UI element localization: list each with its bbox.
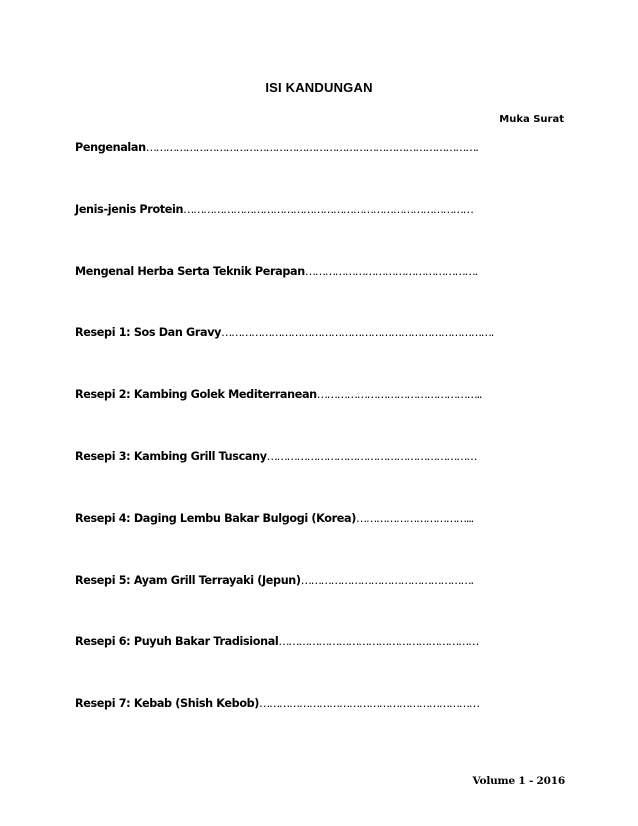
toc-entry-resepi-5 xyxy=(75,574,493,636)
toc-entry-mengenal-herba xyxy=(75,265,493,327)
toc-entry-label: Resepi 4: Daging Lembu Bakar Bulgogi (Korea) xyxy=(75,511,357,525)
toc-entry-leader: ……………………………... xyxy=(356,511,473,525)
page-footer-volume: Volume 1 - 2016 xyxy=(472,775,565,787)
toc-entry-resepi-4 xyxy=(75,512,493,574)
toc-entry-label: Resepi 6: Puyuh Bakar Tradisional xyxy=(75,635,279,649)
toc-entry-resepi-7 xyxy=(75,697,493,759)
toc-entry-label: Resepi 2: Kambing Golek Mediterranean xyxy=(75,388,317,402)
page-title: ISI KANDUNGAN xyxy=(265,80,373,95)
toc-entry-label: Resepi 3: Kambing Grill Tuscany xyxy=(75,449,267,463)
toc-entry-label: Resepi 1: Sos Dan Gravy xyxy=(75,326,222,340)
toc-entry-leader: …………………………………………………………………………… xyxy=(183,202,473,216)
toc-entry-leader: …………………………………………………… xyxy=(278,635,479,649)
toc-entry-jenis-protein xyxy=(75,203,493,265)
toc-entry-resepi-2 xyxy=(75,388,493,450)
table-of-contents xyxy=(75,141,493,759)
toc-entry-resepi-1 xyxy=(75,326,493,388)
toc-entry-label: Jenis-jenis Protein xyxy=(75,202,184,216)
toc-entry-pengenalan xyxy=(75,141,493,203)
page-column-label: Muka Surat xyxy=(499,114,564,125)
toc-entry-resepi-3 xyxy=(75,450,493,512)
toc-entry-leader: ……………………………………………………… xyxy=(266,449,477,463)
toc-entry-leader: ……………………………………………. xyxy=(300,573,473,587)
toc-entry-leader: ……………………………………………. xyxy=(304,264,477,278)
toc-entry-leader: ………………………………………………………………………………………. xyxy=(145,141,478,154)
toc-entry-label: Pengenalan xyxy=(75,141,146,154)
toc-entry-leader: ………………………………………………………… xyxy=(259,697,479,711)
toc-entry-label: Resepi 7: Kebab (Shish Kebob) xyxy=(75,697,260,711)
toc-entry-leader: ………………………………………….. xyxy=(316,388,482,402)
toc-entry-label: Resepi 5: Ayam Grill Terrayaki (Jepun) xyxy=(75,573,301,587)
toc-entry-label: Mengenal Herba Serta Teknik Perapan xyxy=(75,264,305,278)
toc-entry-resepi-6 xyxy=(75,635,493,697)
toc-entry-leader: ………………………………………………………………………. xyxy=(221,326,494,340)
